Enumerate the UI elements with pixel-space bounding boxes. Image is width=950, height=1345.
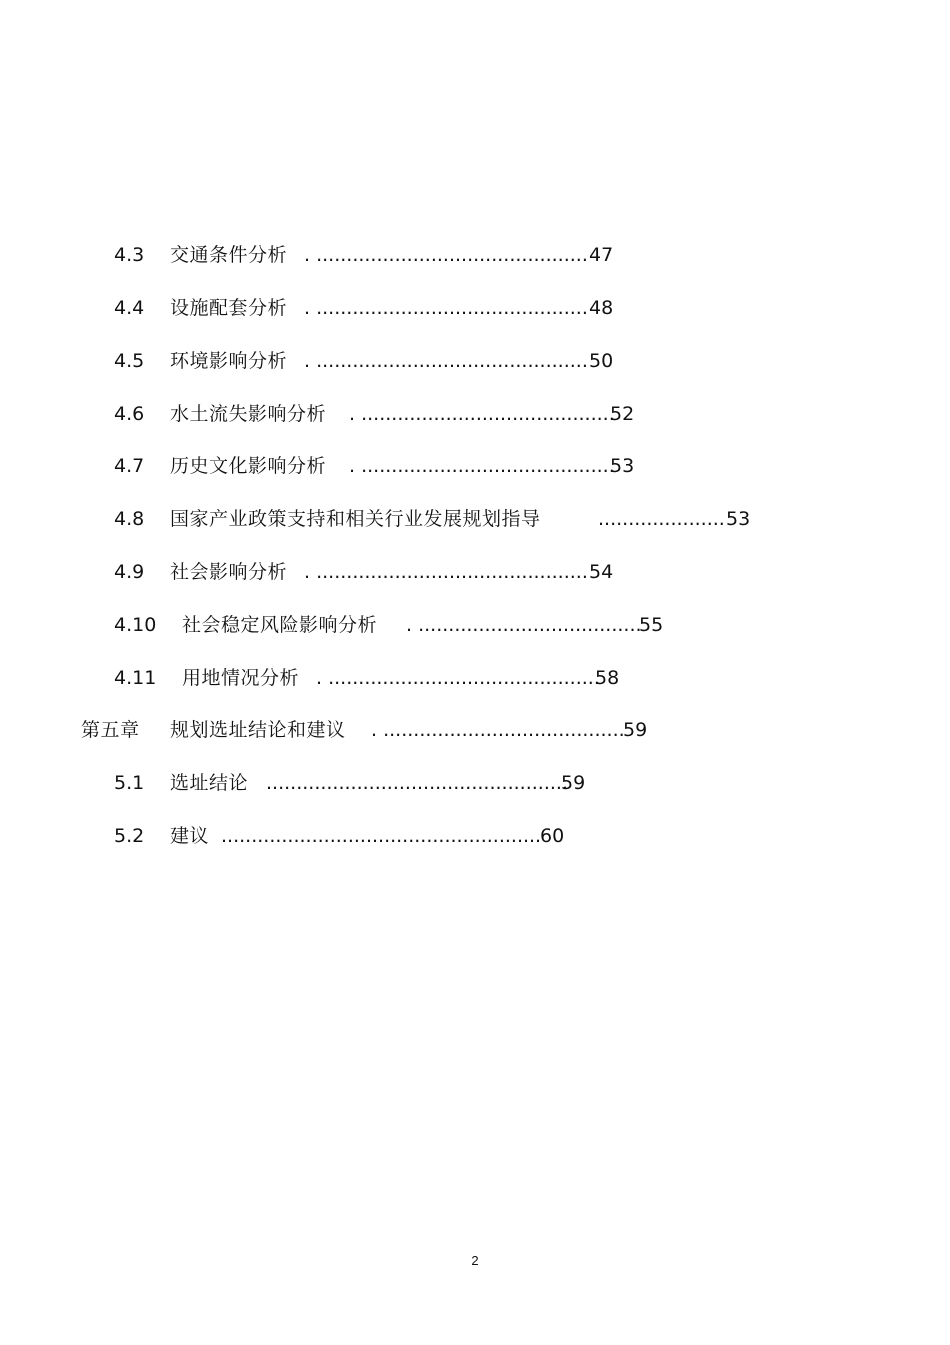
toc-entry-page: 58	[595, 667, 620, 689]
toc-entry-leader: . .....................................	[406, 614, 642, 636]
toc-entry-page: 47	[589, 244, 614, 266]
toc-entry-title: 历史文化影响分析	[170, 455, 327, 477]
toc-entry-title: 环境影响分析	[170, 350, 288, 372]
toc-entry-page: 53	[726, 508, 751, 530]
toc-entry-title: 设施配套分析	[170, 297, 288, 319]
toc-entry-leader: . .............................................	[316, 667, 600, 689]
toc-entry-number: 5.2	[114, 825, 145, 847]
toc-entry-leader: . .............................................	[304, 350, 588, 372]
toc-entry-number: 4.4	[114, 297, 145, 319]
toc-entry-number: 4.7	[114, 455, 145, 477]
toc-entry-page: 55	[639, 614, 664, 636]
toc-entry-title: 水土流失影响分析	[170, 403, 327, 425]
toc-entry-leader: . .............................................	[304, 297, 588, 319]
toc-entry-leader: .....................	[598, 508, 725, 530]
toc-entry-page: 54	[589, 561, 614, 583]
toc-entry-title: 社会影响分析	[170, 561, 288, 583]
toc-entry-leader: . ..........................................	[349, 455, 615, 477]
toc-entry-number: 4.6	[114, 403, 145, 425]
toc-entry-title: 规划选址结论和建议	[170, 719, 346, 741]
toc-entry-leader: . ........................................	[371, 719, 625, 741]
toc-entry-number: 4.3	[114, 244, 145, 266]
toc-entry-page: 59	[623, 719, 648, 741]
toc-entry-page: 59	[561, 772, 586, 794]
toc-entry-title: 交通条件分析	[170, 244, 288, 266]
toc-entry-leader: ..................................................	[266, 772, 568, 794]
toc-entry-title: 国家产业政策支持和相关行业发展规划指导	[170, 508, 541, 530]
toc-entry-page: 52	[610, 403, 635, 425]
toc-entry-number: 4.11	[114, 667, 157, 689]
toc-entry-title: 建议	[170, 825, 210, 847]
toc-entry-page: 53	[610, 455, 635, 477]
toc-entry-number: 第五章	[81, 719, 140, 741]
toc-entry-number: 4.5	[114, 350, 145, 372]
toc-entry-leader: . .............................................	[304, 244, 588, 266]
toc-entry-page: 48	[589, 297, 614, 319]
toc-entry-leader: .....................................................	[221, 825, 542, 847]
toc-entry-leader: . .............................................	[304, 561, 588, 583]
toc-entry-title: 社会稳定风险影响分析	[182, 614, 378, 636]
toc-entry-title: 选址结论	[170, 772, 249, 794]
toc-entry-title: 用地情况分析	[182, 667, 300, 689]
toc-entry-page: 50	[589, 350, 614, 372]
toc-entry-leader: . ..........................................	[349, 403, 615, 425]
toc-entry-number: 4.8	[114, 508, 145, 530]
toc-entry-number: 4.9	[114, 561, 145, 583]
toc-entry-number: 5.1	[114, 772, 145, 794]
toc-entry-page: 60	[540, 825, 565, 847]
page-number: 2	[471, 1253, 479, 1268]
toc-entry-number: 4.10	[114, 614, 157, 636]
